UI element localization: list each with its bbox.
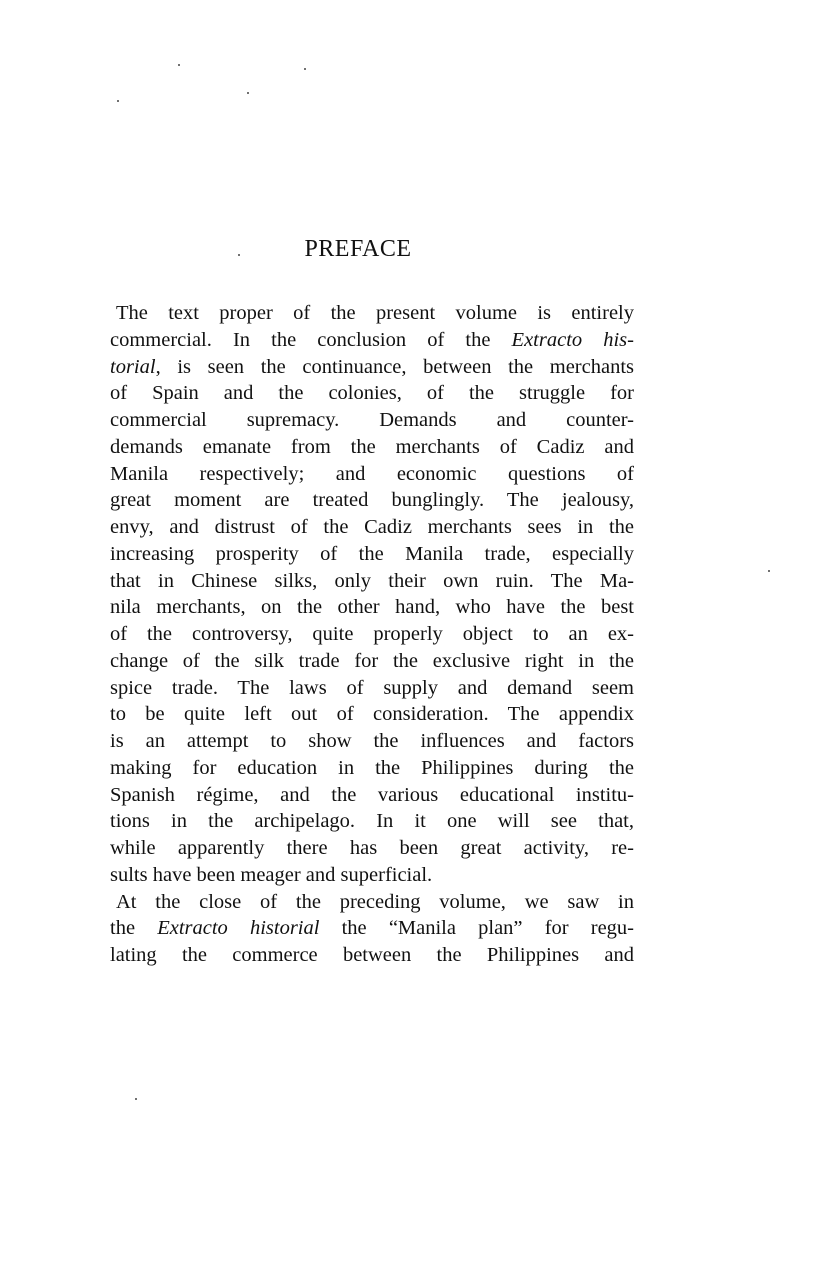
text-line: while apparently there has been great activity, re- xyxy=(110,837,634,859)
text-line: At the close of the preceding volume, we saw in xyxy=(116,890,634,913)
text-line: Manila respectively; and economic questions of xyxy=(110,462,634,485)
text-line: making for education in the Philippines during the xyxy=(110,756,634,779)
text-line: great moment are treated bunglingly. The jealousy, xyxy=(110,489,634,512)
text-line: spice trade. The laws of supply and demand seem xyxy=(110,676,634,699)
text-line: commercial supremacy. Demands and counter- xyxy=(110,409,634,431)
text-line: demands emanate from the merchants of Cadiz and xyxy=(110,435,634,458)
scan-speck xyxy=(768,570,770,572)
page-title: PREFACE xyxy=(304,236,412,262)
text-line: is an attempt to show the influences and factors xyxy=(110,730,634,752)
scan-speck xyxy=(247,92,249,94)
text-line: lating the commerce between the Philippines and xyxy=(110,944,634,966)
scan-speck xyxy=(135,1098,137,1100)
text-line: increasing prosperity of the Manila trade, especially xyxy=(110,542,634,565)
text-line: nila merchants, on the other hand, who have the best xyxy=(110,596,634,619)
scan-speck xyxy=(117,100,119,102)
italic-title: Extracto historial xyxy=(157,917,320,940)
text-line: the Extracto historial the “Manila plan” for regu- xyxy=(110,917,635,940)
text-line: Spanish régime, and the various educational institu- xyxy=(110,783,634,806)
text-line: sults have been meager and superficial. xyxy=(110,863,433,886)
text-line: tions in the archipelago. In it one will see that, xyxy=(110,810,634,833)
text-line: commercial. In the conclusion of the Extracto his- xyxy=(110,328,634,351)
text-line: torial, is seen the continuance, between the merchants xyxy=(110,355,634,378)
text-line: envy, and distrust of the Cadiz merchants sees in the xyxy=(110,516,634,538)
text-line: to be quite left out of consideration. The appendix xyxy=(110,703,634,726)
text-line: of the controversy, quite properly object to an ex- xyxy=(110,623,634,645)
text-line: change of the silk trade for the exclusive right in the xyxy=(110,649,634,672)
preface-body xyxy=(110,300,634,969)
italic-title: torial xyxy=(110,355,156,378)
italic-title: Extracto his- xyxy=(511,328,634,351)
scan-speck xyxy=(304,68,306,70)
text-line: The text proper of the present volume is entirely xyxy=(116,302,634,324)
scan-speck xyxy=(178,64,180,66)
text-line: that in Chinese silks, only their own ruin. The Ma- xyxy=(110,569,634,592)
text-line: of Spain and the colonies, of the struggle for xyxy=(110,382,634,405)
